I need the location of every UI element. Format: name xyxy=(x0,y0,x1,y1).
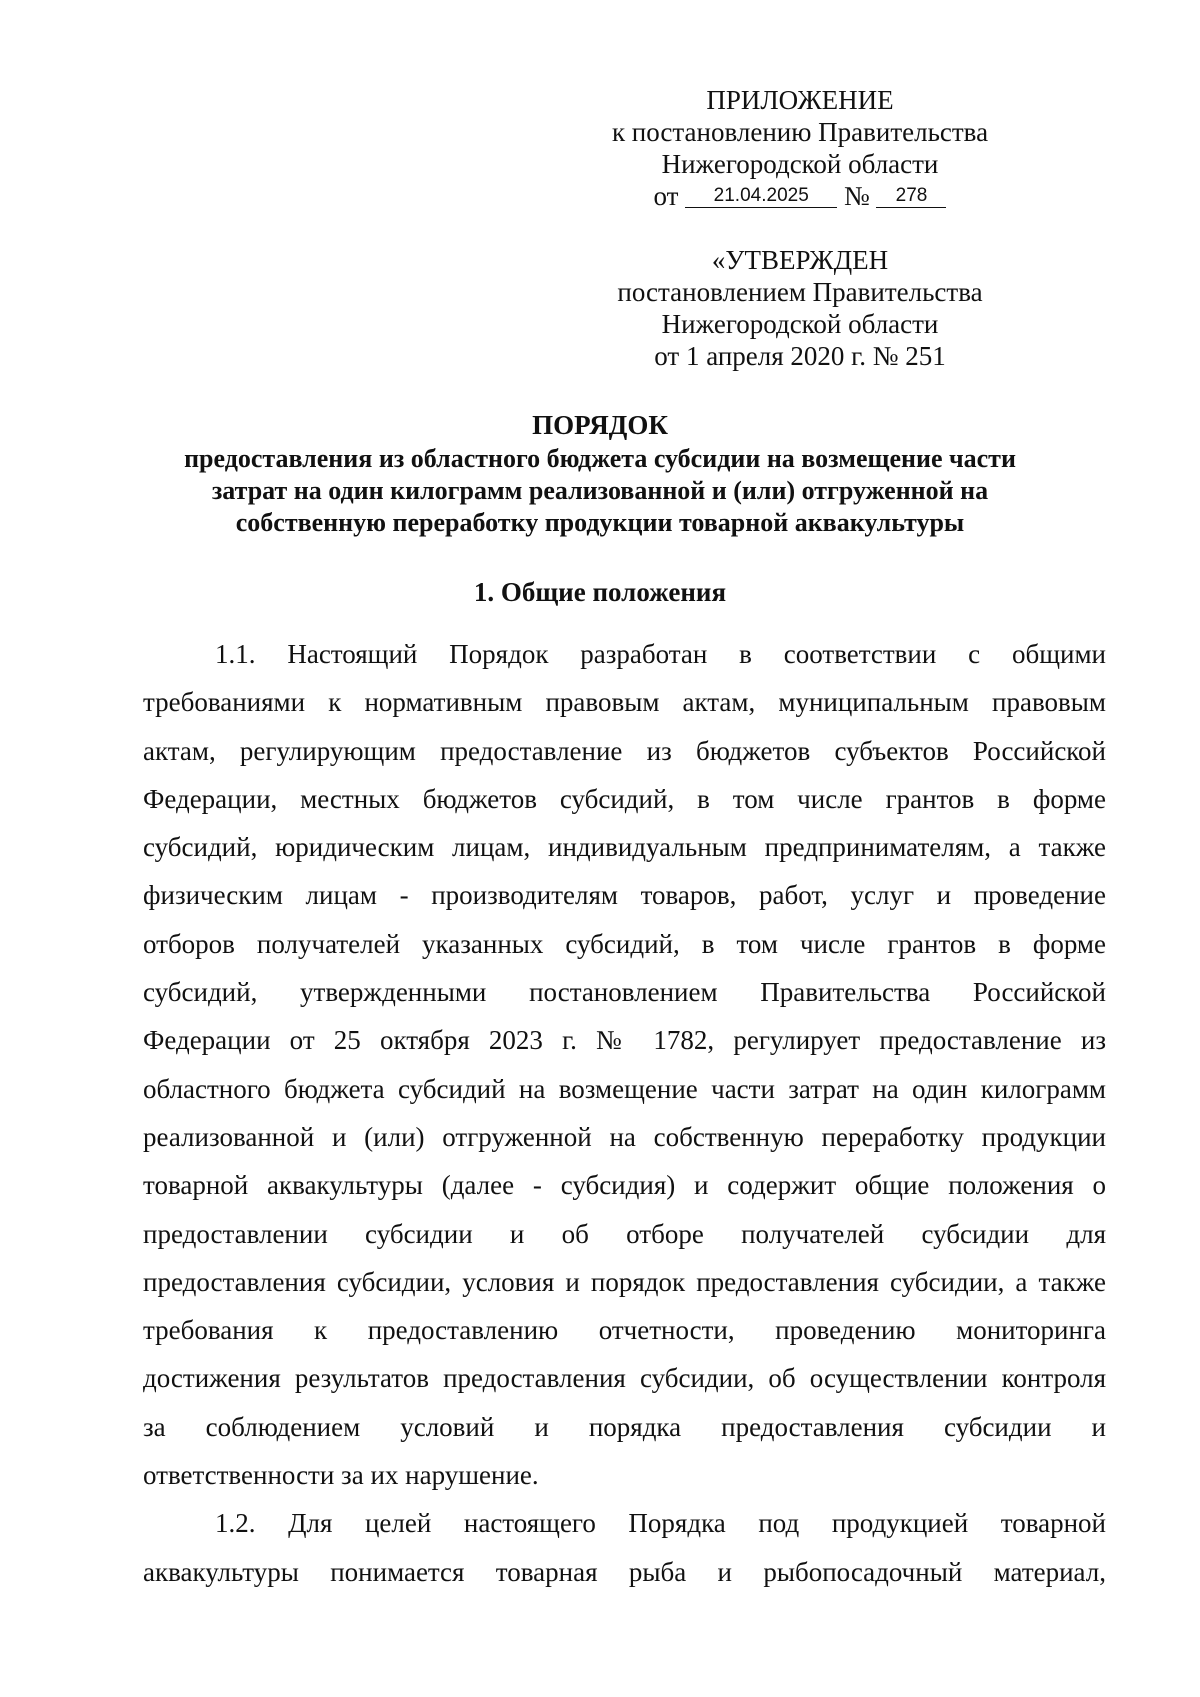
paragraph-1-1-line: отборов получателей указанных субсидий, в том числе грантов в форме xyxy=(143,928,1106,959)
approved-line-3: от 1 апреля 2020 г. № 251 xyxy=(654,341,946,371)
paragraph-1-1-line: 1.1. Настоящий Порядок разработан в соответствии с общими xyxy=(215,639,1106,669)
approved-line-2: Нижегородской области xyxy=(661,309,939,339)
paragraph-1-2-line: 1.2. Для целей настоящего Порядка под продукцией товарной xyxy=(215,1508,1106,1539)
paragraph-1-1-line: Федерации от 25 октября 2023 г. № 1782, регулирует предоставление из xyxy=(143,1025,1106,1056)
paragraph-1-1-line: за соблюдением условий и порядка предоставления субсидии и xyxy=(143,1411,1106,1442)
paragraph-1-2-line: аквакультуры понимается товарная рыба и рыбопосадочный материал, xyxy=(143,1556,1106,1587)
annex-date-line xyxy=(600,180,1000,212)
paragraph-1-1-line: реализованной и (или) отгруженной на собственную переработку продукции xyxy=(143,1121,1106,1152)
annex-number-field: 278 xyxy=(876,185,946,208)
paragraph-1-1-line: областного бюджета субсидий на возмещение части затрат на один килограмм xyxy=(143,1073,1106,1104)
paragraph-1-1-line: предоставлении субсидии и об отборе получателей субсидии для xyxy=(143,1218,1106,1249)
paragraph-1-1-line: товарной аквакультуры (далее - субсидия) и содержит общие положения о xyxy=(143,1170,1106,1201)
annex-from-label: от xyxy=(653,181,679,211)
document-subtitle xyxy=(140,443,1060,539)
annex-line-2: Нижегородской области xyxy=(661,149,939,179)
section-heading: 1. Общие положения xyxy=(473,577,727,607)
paragraph-1-1-line: требованиями к нормативным правовым актам, муниципальным правовым xyxy=(143,687,1106,718)
annex-block xyxy=(600,84,1000,212)
paragraph-1-1-line: физическим лицам - производителям товаров, работ, услуг и проведение xyxy=(143,880,1106,911)
approved-title: «УТВЕРЖДЕН xyxy=(711,245,889,275)
document-title: ПОРЯДОК xyxy=(532,410,668,440)
approved-block xyxy=(600,244,1000,372)
approved-line-1: постановлением Правительства xyxy=(617,277,983,307)
subtitle-line: предоставления из областного бюджета субсидии на возмещение части xyxy=(184,444,1016,473)
paragraph-1-1-line: достижения результатов предоставления субсидии, об осуществлении контроля xyxy=(143,1363,1106,1394)
paragraph-1-1-line: Федерации, местных бюджетов субсидий, в том числе грантов в форме xyxy=(143,783,1106,814)
paragraph-1-1-line: субсидий, утвержденными постановлением Правительства Российской xyxy=(143,977,1106,1008)
paragraph-1-1-line: требования к предоставлению отчетности, проведению мониторинга xyxy=(143,1315,1106,1346)
paragraph-1-1-line: предоставления субсидии, условия и порядок предоставления субсидии, а также xyxy=(143,1266,1106,1297)
paragraph-1-1-line: актам, регулирующим предоставление из бюджетов субъектов Российской xyxy=(143,735,1106,766)
annex-line-1: к постановлению Правительства xyxy=(611,117,989,147)
paragraph-1-1-line: ответственности за их нарушение. xyxy=(143,1460,539,1491)
subtitle-line: затрат на один килограмм реализованной и (или) отгруженной на xyxy=(211,476,989,505)
annex-title: ПРИЛОЖЕНИЕ xyxy=(706,85,894,115)
body-text xyxy=(143,637,1106,1603)
annex-number-label: № xyxy=(843,181,870,211)
annex-date-field: 21.04.2025 xyxy=(685,185,837,208)
paragraph-1-1-line: субсидий, юридическим лицам, индивидуальным предпринимателям, а также xyxy=(143,832,1106,863)
subtitle-line: собственную переработку продукции товарной аквакультуры xyxy=(235,508,965,537)
